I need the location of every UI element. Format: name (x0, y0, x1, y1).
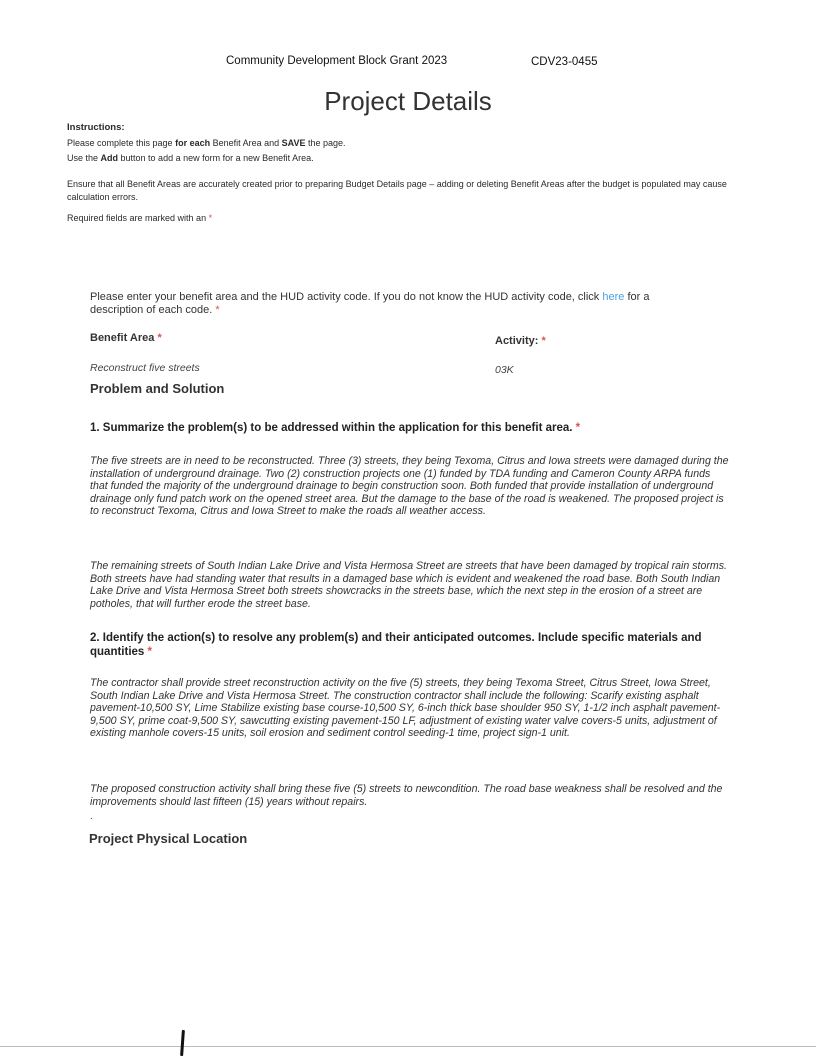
question-2-answer-p1: The contractor shall provide street reconstruction activity on the five (5) streets, they being Texoma Street, Citrus Street, Iowa Street, South Indian Lake Drive and Vista Hermosa Street. The construction contractor shall include the following: Scarify existing asphalt pavement-10,500 SY, Lime Stabilize existing base course-10,500 SY, 6-inch thick base shoulder 950 SY, 1-1/2 inch asphalt pavement-9,500 SY, prime coat-9,500 SY, sawcutting existing pavement-150 LF, adjustment of existing water valve covers-5 units, adjustment of existing manhole covers-15 units, soil erosion and sediment control seeding-1 time, project sign-1 unit. (90, 677, 721, 740)
benefit-area-value: Reconstruct five streets (90, 362, 200, 374)
question-1: 1. Summarize the problem(s) to be addressed within the application for this benefit area. * (90, 422, 581, 434)
activity-label: Activity: * (495, 335, 546, 347)
instructions-line-1: Please complete this page for each Benefit Area and SAVE the page. (67, 138, 346, 148)
activity-value: 03K (495, 364, 514, 376)
question-1-answer-p1: The five streets are in need to be reconstructed. Three (3) streets, they being Texoma, Citrus and Iowa streets were damaged during the installation of underground drainage. Two (2) construction projects one (1) funded by TDA funding and Cameron County ARPA funds that funded the majority of the underground drainage to begin construction soon. Both funded that provide installation of underground drainage only fund patch work on the opened street area. But the damage to the base of the road is weakened. The proposed project is to reconstruct Texoma, Citrus and Iowa Street to make the roads all weather access. (90, 455, 729, 518)
scan-mark (180, 1030, 185, 1056)
page-title: Project Details (324, 86, 492, 116)
benefit-area-prompt: Please enter your benefit area and the HUD activity code. If you do not know the HUD activity code, click here for a description of each code. * (90, 291, 650, 316)
stray-dot: . (90, 811, 93, 822)
instructions-line-2: Use the Add button to add a new form for a new Benefit Area. (67, 153, 314, 163)
instructions-heading: Instructions: (67, 122, 125, 133)
problem-solution-heading: Problem and Solution (90, 381, 225, 396)
page-bottom-divider (0, 1046, 816, 1047)
benefit-area-label: Benefit Area * (90, 332, 162, 344)
hud-code-link[interactable]: here (602, 291, 625, 303)
required-note: Required fields are marked with an * (67, 213, 213, 223)
project-location-heading: Project Physical Location (89, 831, 248, 846)
program-header: Community Development Block Grant 2023 (226, 55, 448, 67)
question-2: 2. Identify the action(s) to resolve any problem(s) and their anticipated outcomes. Include specific materials and quantities * (90, 632, 702, 658)
question-1-answer-p2: The remaining streets of South Indian Lake Drive and Vista Hermosa Street are streets that have been damaged by tropical rain storms. Both streets have had standing water that results in a damaged base which is evident and weakened the road base. Both South Indian Lake Drive and Vista Hermosa Street both streets showcracks in the streets base, which the next step in the erosion of a street are potholes, that will further erode the street base. (90, 560, 727, 610)
question-2-answer-p2: The proposed construction activity shall bring these five (5) streets to newcondition. The road base weakness shall be resolved and the improvements should last fifteen (15) years without repairs. (90, 783, 723, 808)
application-code: CDV23-0455 (531, 56, 598, 68)
instructions-line-3: Ensure that all Benefit Areas are accurately created prior to preparing Budget Details page – adding or deleting Benefit Areas after the budget is populated may cause calculation errors. (67, 179, 727, 202)
